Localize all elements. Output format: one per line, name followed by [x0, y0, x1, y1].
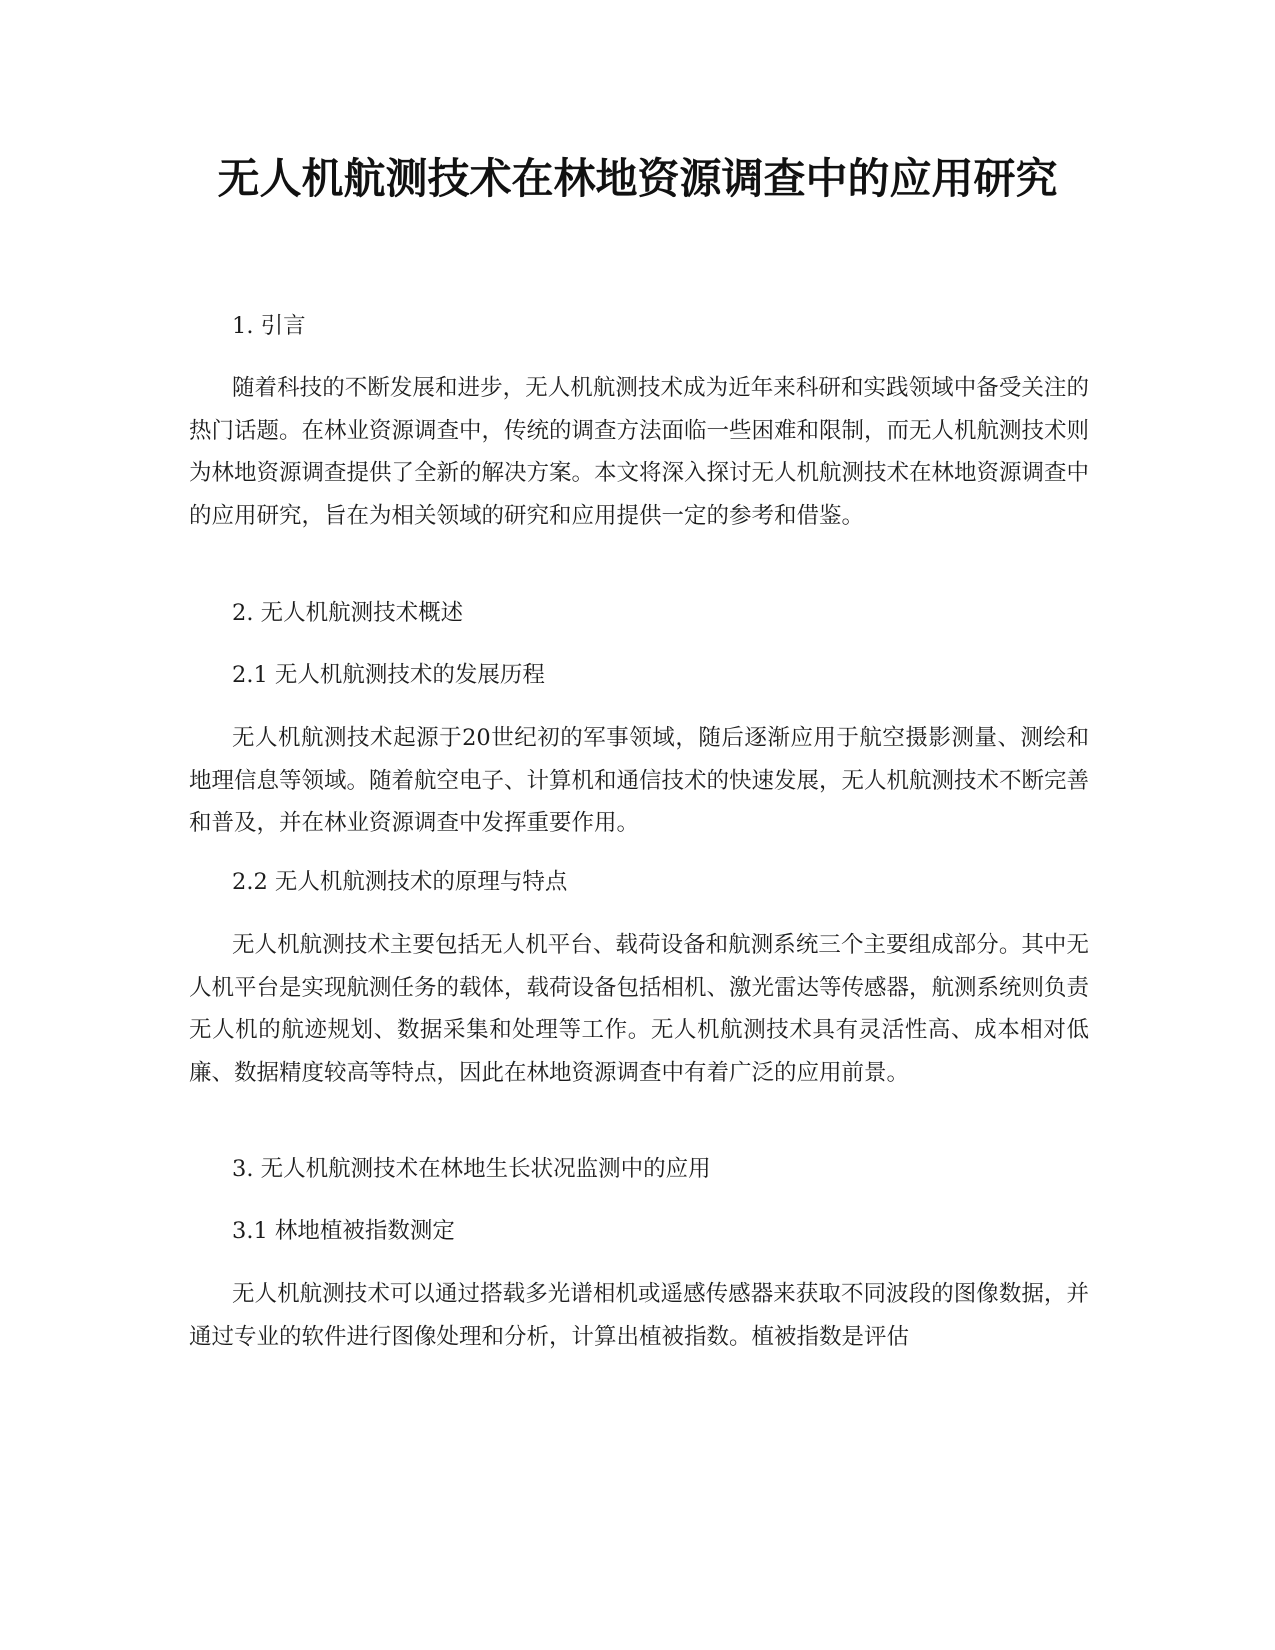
subsection-heading-vegetation-index: 3.1 林地植被指数测定: [232, 1218, 455, 1244]
paragraph-principles: 无人机航测技术主要包括无人机平台、载荷设备和航测系统三个主要组成部分。其中无人机平台是实现航测任务的载体，载荷设备包括相机、激光雷达等传感器，航测系统则负责无人机的航迹规划、数据采集和处理等工作。无人机航测技术具有灵活性高、成本相对低廉、数据精度较高等特点，因此在林地资源调查中有着广泛的应用前景。: [189, 932, 1090, 1086]
paragraph-introduction: 随着科技的不断发展和进步，无人机航测技术成为近年来科研和实践领域中备受关注的热门话题。在林业资源调查中，传统的调查方法面临一些困难和限制，而无人机航测技术则为林地资源调查提供了全新的解决方案。本文将深入探讨无人机航测技术在林地资源调查中的应用研究，旨在为相关领域的研究和应用提供一定的参考和借鉴。: [189, 375, 1090, 529]
paragraph-vegetation-index: 无人机航测技术可以通过搭载多光谱相机或遥感传感器来获取不同波段的图像数据，并通过专业的软件进行图像处理和分析，计算出植被指数。植被指数是评估: [189, 1281, 1089, 1350]
subsection-heading-history: 2.1 无人机航测技术的发展历程: [232, 662, 545, 688]
subsection-heading-principles: 2.2 无人机航测技术的原理与特点: [232, 869, 568, 895]
section-heading-monitoring: 3. 无人机航测技术在林地生长状况监测中的应用: [232, 1156, 711, 1182]
section-heading-overview: 2. 无人机航测技术概述: [232, 600, 464, 626]
document-title: 无人机航测技术在林地资源调查中的应用研究: [217, 154, 1058, 203]
paragraph-history: 无人机航测技术起源于20世纪初的军事领域，随后逐渐应用于航空摄影测量、测绘和地理信息等领域。随着航空电子、计算机和通信技术的快速发展，无人机航测技术不断完善和普及，并在林业资源调查中发挥重要作用。: [189, 725, 1090, 836]
section-heading-introduction: 1. 引言: [232, 313, 306, 339]
